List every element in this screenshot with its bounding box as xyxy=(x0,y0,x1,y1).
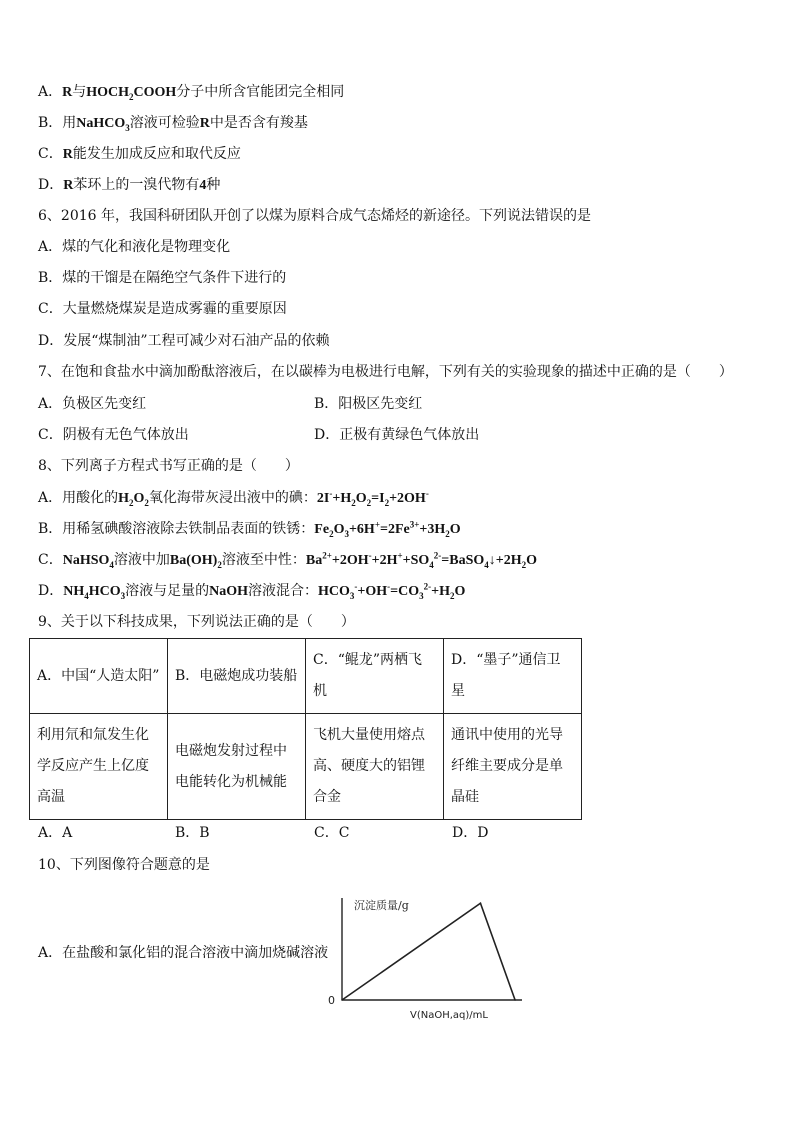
q6-stem: 6、2016 年，我国科研团队开创了以煤为原料合成气态烯烃的新途径。下列说法错误的是 xyxy=(38,208,591,224)
data-point xyxy=(341,999,343,1001)
q9-option-b: B．B xyxy=(175,825,210,841)
data-point xyxy=(514,999,516,1001)
data-point xyxy=(480,902,482,904)
q9-option-d: D．D xyxy=(452,825,489,841)
q9-table xyxy=(29,638,582,820)
series-line xyxy=(342,903,515,1000)
q10-option-a: A．在盐酸和氯化铝的混合溶液中滴加烧碱溶液 xyxy=(38,945,329,961)
table-cell: A．中国“人造太阳” xyxy=(30,639,168,714)
table-cell: 通讯中使用的光导纤维主要成分是单晶硅 xyxy=(444,714,582,820)
q5-option-d: D．R苯环上的一溴代物有4种 xyxy=(38,177,221,193)
q5-option-b: B．用NaHCO$_3$溶液可检验R中是否含有羧基 xyxy=(38,115,308,133)
table-row xyxy=(30,714,582,820)
q5-option-a: A．R与$HOCH_2COOH$分子中所含官能团完全相同 xyxy=(38,84,345,102)
q6-option-d: D．发展“煤制油”工程可减少对石油产品的依赖 xyxy=(38,333,330,349)
table-cell: C．“鲲龙”两栖飞机 xyxy=(306,639,444,714)
point-group xyxy=(341,902,516,1000)
q9-stem: 9、关于以下科技成果，下列说法正确的是（ ） xyxy=(38,614,355,630)
q10-chart xyxy=(322,890,532,1025)
x-axis-label: V(NaOH,aq)/mL xyxy=(410,1010,488,1021)
q8-stem: 8、下列离子方程式书写正确的是（ ） xyxy=(38,458,299,474)
q6-option-a: A．煤的气化和液化是物理变化 xyxy=(38,239,231,255)
y-axis-label: 沉淀质量/g xyxy=(354,899,409,912)
q6-option-c: C．大量燃烧煤炭是造成雾霾的重要原因 xyxy=(38,301,287,317)
table-cell: 电磁炮发射过程中电能转化为机械能 xyxy=(168,714,306,820)
q5-option-c: C．R能发生加成反应和取代反应 xyxy=(38,146,241,162)
table-cell: D．“墨子”通信卫星 xyxy=(444,639,582,714)
q8-option-c: C．NaHSO$_4$溶液中加$Ba(OH)_2$溶液至中性：$Ba^{2+}+2OH^-+2H^++SO_4^{2-}=BaSO_4↓+2H_2O$ xyxy=(38,550,538,570)
q8-option-b: B．用稀氢碘酸溶液除去铁制品表面的铁锈：$Fe_2O_3+6H^+=2Fe^{3+}+3H_2O$ xyxy=(38,519,461,539)
q10-stem: 10、下列图像符合题意的是 xyxy=(38,857,210,873)
table-cell: B．电磁炮成功装船 xyxy=(168,639,306,714)
q8-option-d: D．$NH_4HCO_3$溶液与足量的NaOH溶液混合：$HCO_3^-+OH^-=CO_3^{2-}+H_2O$ xyxy=(38,581,466,601)
q7-option-b: B．阳极区先变红 xyxy=(314,396,423,412)
q6-option-b: B．煤的干馏是在隔绝空气条件下进行的 xyxy=(38,270,287,286)
origin-label: 0 xyxy=(328,994,335,1007)
table-cell: 利用氘和氚发生化学反应产生上亿度高温 xyxy=(30,714,168,820)
q7-option-c: C．阴极有无色气体放出 xyxy=(38,427,189,443)
q9-option-c: C．C xyxy=(314,825,350,841)
q7-option-d: D．正极有黄绿色气体放出 xyxy=(314,427,480,443)
q7-option-a: A．负极区先变红 xyxy=(38,396,147,412)
q7-stem: 7、在饱和食盐水中滴加酚酞溶液后，在以碳棒为电极进行电解，下列有关的实验现象的描述中正确的是（ ） xyxy=(38,364,733,380)
q8-option-a: A．用酸化的$H_2O_2$氧化海带灰浸出液中的碘：$2I^-+H_2O_2=I_2+2OH^-$ xyxy=(38,488,429,508)
q9-option-a: A．A xyxy=(38,825,73,841)
table-cell: 飞机大量使用熔点高、硬度大的铝锂合金 xyxy=(306,714,444,820)
table-row xyxy=(30,639,582,714)
